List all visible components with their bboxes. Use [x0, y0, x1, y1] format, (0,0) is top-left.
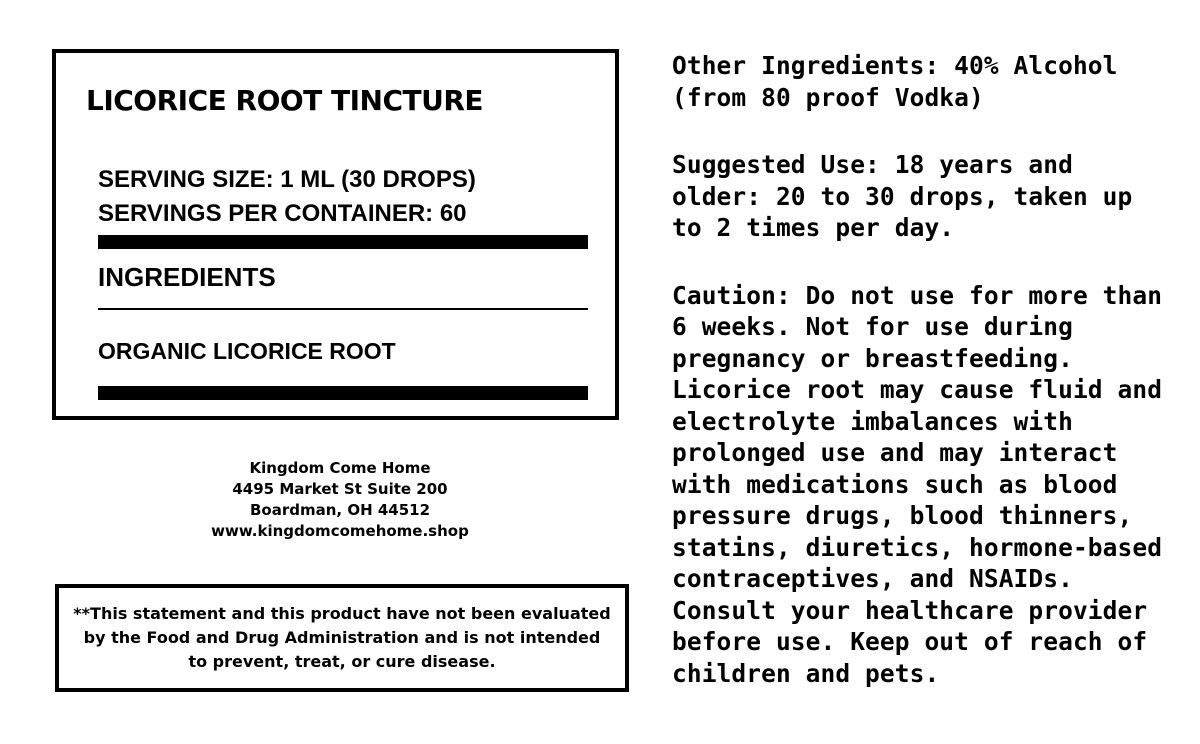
caution: Caution: Do not use for more than 6 weeks. Not for use during pregnancy or breastfeeding. Licorice root may cause fluid and electrolyte imbalances with prolonged use and may interact with medications such as blood pressure drugs, blood thinners, statins, diuretics, hormone-based contraceptives, and NSAIDs. Consult your healthcare provider before use. Keep out of reach of children and pets.	[672, 280, 1163, 688]
company-street: 4495 Market St Suite 200	[232, 480, 448, 498]
other-ingredients: Other Ingredients: 40% Alcohol (from 80 proof Vodka)	[672, 51, 1118, 112]
suggested-use: Suggested Use: 18 years and older: 20 to 30 drops, taken up to 2 times per day.	[672, 150, 1133, 242]
ingredients-heading: INGREDIENTS	[98, 262, 276, 292]
thin-divider	[98, 308, 588, 310]
serving-info	[98, 163, 476, 231]
fda-disclaimer-box	[55, 584, 629, 692]
ingredient-item: ORGANIC LICORICE ROOT	[98, 338, 396, 364]
product-details	[672, 50, 1172, 689]
supplement-facts-panel	[52, 49, 619, 420]
fda-disclaimer: **This statement and this product have not been evaluated by the Food and Drug Administration and is not intended to prevent, treat, or cure disease.	[73, 604, 611, 671]
company-address	[190, 458, 490, 542]
serving-size: SERVING SIZE: 1 ML (30 DROPS)	[98, 166, 476, 193]
company-website: www.kingdomcomehome.shop	[211, 522, 469, 540]
thick-divider-bottom	[98, 386, 588, 400]
company-name: Kingdom Come Home	[249, 459, 431, 477]
servings-per-container: SERVINGS PER CONTAINER: 60	[98, 200, 467, 227]
thick-divider-top	[98, 235, 588, 249]
company-city: Boardman, OH 44512	[249, 501, 431, 519]
product-name: LICORICE ROOT TINCTURE	[86, 84, 484, 117]
